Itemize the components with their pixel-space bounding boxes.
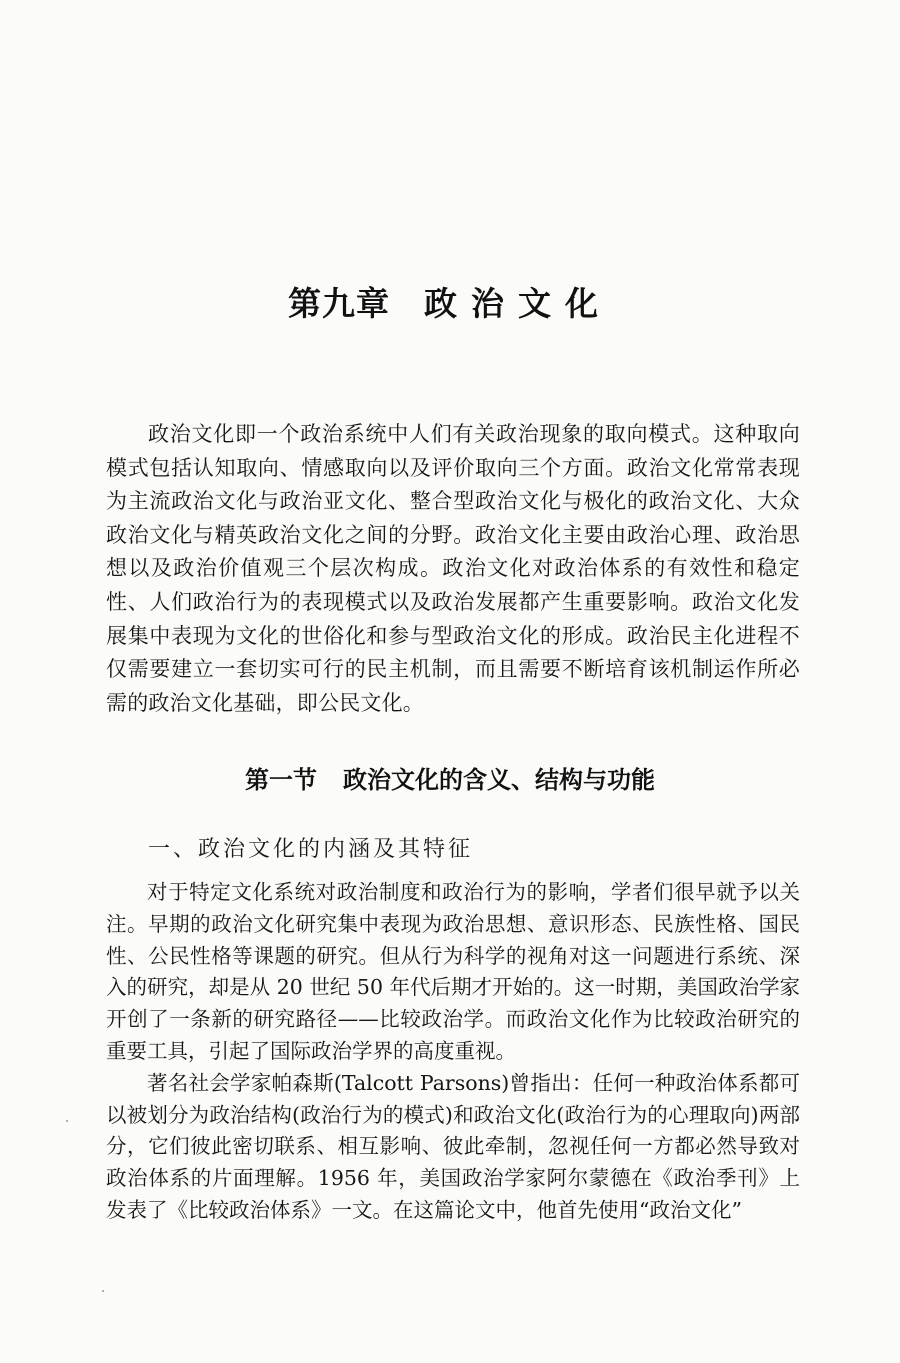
section-name: 政治文化的含义、结构与功能 [343,766,655,794]
chapter-abstract [106,418,800,720]
chapter-name: 政治文化 [424,284,612,323]
section-number: 第一节 [245,766,317,794]
scan-speck [102,1290,104,1292]
body-paragraph-1: 对于特定文化系统对政治制度和政治行为的影响，学者们很早就予以关注。早期的政治文化研究集中表现为政治思想、意识形态、民族性格、国民性、公民性格等课题的研究。但从行为科学的视角对这一问题进行系统、深入的研究，却是从 20 世纪 50 年代后期才开始的。这一时期，美国政治学家开创了一条新的研究路径——比较政治学。而政治文化作为比较政治研究的重要工具，引起了国际政治学界的高度重视。 [106,880,800,1063]
body-text [106,877,800,1227]
chapter-title [0,278,900,325]
subsection-title: 一、政治文化的内涵及其特征 [148,837,474,862]
body-paragraph-2: 著名社会学家帕森斯(Talcott Parsons)曾指出：任何一种政治体系都可以被划分为政治结构(政治行为的模式)和政治文化(政治行为的心理取向)两部分，它们彼此密切联系、相互影响、彼此牵制，忽视任何一方都必然导致对政治体系的片面理解。1956 年，美国政治学家阿尔蒙德在《政治季刊》上发表了《比较政治体系》一文。在这篇论文中，他首先使用“政治文化” [106,1070,800,1222]
section-title [0,760,900,795]
chapter-number: 第九章 [288,284,390,323]
abstract-paragraph: 政治文化即一个政治系统中人们有关政治现象的取向模式。这种取向模式包括认知取向、情感取向以及评价取向三个方面。政治文化常常表现为主流政治文化与政治亚文化、整合型政治文化与极化的政治文化、大众政治文化与精英政治文化之间的分野。政治文化主要由政治心理、政治思想以及政治价值观三个层次构成。政治文化对政治体系的有效性和稳定性、人们政治行为的表现模式以及政治发展都产生重要影响。政治文化发展集中表现为文化的世俗化和参与型政治文化的形成。政治民主化进程不仅需要建立一套切实可行的民主机制，而且需要不断培育该机制运作所必需的政治文化基础，即公民文化。 [106,422,800,715]
scan-speck [66,1120,68,1122]
